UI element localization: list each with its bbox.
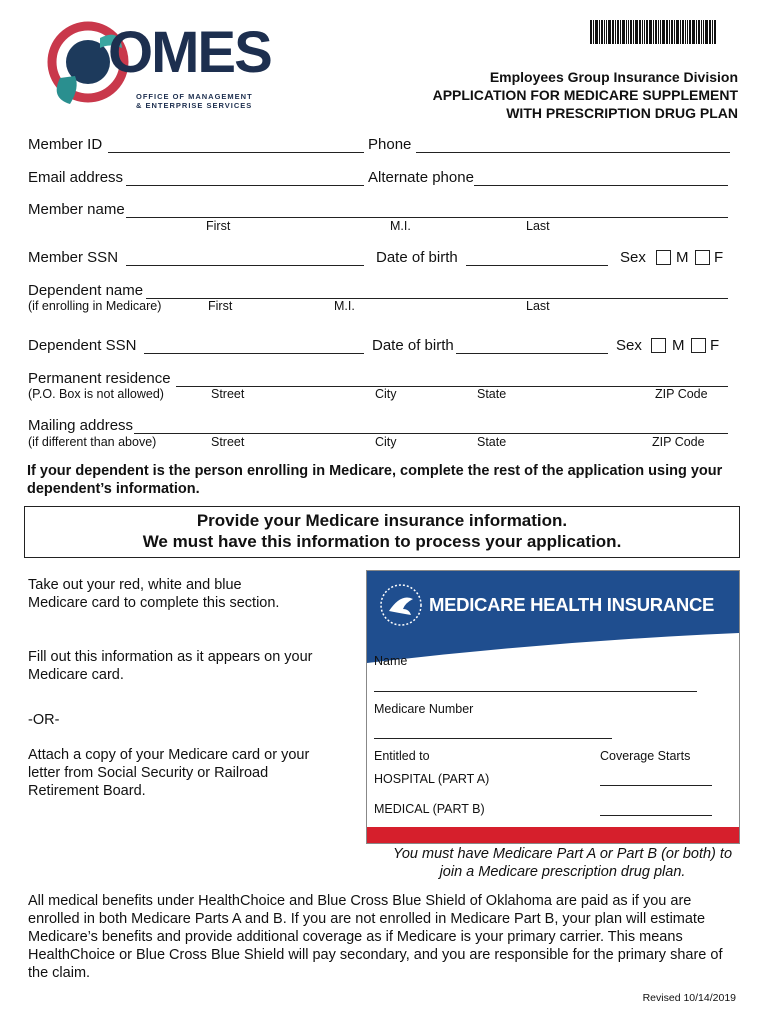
member-sex-f-checkbox[interactable] bbox=[695, 250, 710, 265]
card-entitled-label: Entitled to bbox=[374, 749, 430, 763]
omes-logo bbox=[40, 18, 280, 108]
dependent-ssn-field[interactable] bbox=[144, 353, 364, 354]
banner-line2: We must have this information to process your application. bbox=[142, 532, 622, 551]
medicare-info-banner bbox=[24, 506, 740, 558]
hhs-eagle-icon bbox=[379, 583, 423, 627]
card-part-a-field[interactable] bbox=[600, 785, 712, 786]
mailing-address-field[interactable] bbox=[134, 433, 728, 434]
logo-brand: OMES bbox=[108, 20, 271, 85]
member-sex-f-label: F bbox=[714, 249, 724, 266]
member-id-label: Member ID bbox=[28, 136, 103, 153]
card-coverage-label: Coverage Starts bbox=[600, 749, 691, 763]
po-box-note: (P.O. Box is not allowed) bbox=[28, 387, 164, 401]
mail-street-sublabel: Street bbox=[211, 435, 245, 449]
member-ssn-label: Member SSN bbox=[28, 249, 119, 266]
mailing-note: (if different than above) bbox=[28, 435, 157, 449]
perm-city-sublabel: City bbox=[375, 387, 397, 401]
banner-line1: Provide your Medicare insurance information. bbox=[196, 511, 568, 530]
dependent-mi-sublabel: M.I. bbox=[334, 299, 355, 313]
email-field[interactable] bbox=[126, 185, 364, 186]
dependent-instruction: If your dependent is the person enrolling in Medicare, complete the rest of the application using your dependent’s information. bbox=[27, 463, 723, 497]
card-number-field[interactable] bbox=[374, 738, 612, 739]
dependent-sex-f-label: F bbox=[710, 337, 720, 354]
permanent-residence-label: Permanent residence bbox=[28, 370, 171, 387]
card-number-label: Medicare Number bbox=[374, 702, 474, 716]
left-instruction-1: Take out your red, white and blue Medicare card to complete this section. bbox=[28, 577, 280, 611]
medicare-card bbox=[366, 570, 740, 844]
mail-zip-sublabel: ZIP Code bbox=[652, 435, 705, 449]
member-name-field[interactable] bbox=[126, 217, 728, 218]
barcode bbox=[590, 20, 738, 46]
dependent-last-sublabel: Last bbox=[526, 299, 550, 313]
dependent-sex-m-checkbox[interactable] bbox=[651, 338, 666, 353]
perm-state-sublabel: State bbox=[477, 387, 507, 401]
dependent-sex-m-label: M bbox=[672, 337, 685, 354]
member-sex-m-checkbox[interactable] bbox=[656, 250, 671, 265]
dependent-name-field[interactable] bbox=[146, 298, 728, 299]
card-part-a-label: HOSPITAL (PART A) bbox=[374, 772, 490, 786]
perm-street-sublabel: Street bbox=[211, 387, 245, 401]
dependent-name-label: Dependent name bbox=[28, 282, 144, 299]
member-name-label: Member name bbox=[28, 201, 125, 218]
perm-zip-sublabel: ZIP Code bbox=[655, 387, 708, 401]
logo-line1: OFFICE OF MANAGEMENT bbox=[136, 92, 253, 101]
card-red-stripe bbox=[367, 827, 739, 843]
alt-phone-field[interactable] bbox=[474, 185, 728, 186]
dependent-note: (if enrolling in Medicare) bbox=[28, 299, 162, 313]
dependent-sex-f-checkbox[interactable] bbox=[691, 338, 706, 353]
member-id-field[interactable] bbox=[108, 152, 364, 153]
permanent-residence-field[interactable] bbox=[176, 386, 728, 387]
header-division: Employees Group Insurance Division bbox=[489, 69, 738, 85]
member-ssn-field[interactable] bbox=[126, 265, 364, 266]
mail-city-sublabel: City bbox=[375, 435, 397, 449]
card-name-field[interactable] bbox=[374, 691, 697, 692]
member-last-sublabel: Last bbox=[526, 219, 550, 233]
phone-field[interactable] bbox=[416, 152, 730, 153]
header-title: APPLICATION FOR MEDICARE SUPPLEMENT bbox=[432, 87, 738, 103]
dependent-ssn-label: Dependent SSN bbox=[28, 337, 137, 354]
member-mi-sublabel: M.I. bbox=[390, 219, 411, 233]
left-instruction-2: Fill out this information as it appears on your Medicare card. bbox=[28, 649, 313, 683]
dependent-first-sublabel: First bbox=[208, 299, 233, 313]
or-separator: -OR- bbox=[28, 712, 60, 728]
card-note: You must have Medicare Part A or Part B (or both) to join a Medicare prescription drug plan. bbox=[392, 846, 733, 880]
card-part-b-label: MEDICAL (PART B) bbox=[374, 802, 485, 816]
email-label: Email address bbox=[28, 169, 124, 186]
left-instruction-3: Attach a copy of your Medicare card or your letter from Social Security or Railroad Retirement Board. bbox=[28, 747, 310, 799]
dependent-dob-label: Date of birth bbox=[372, 337, 454, 354]
card-name-label: Name bbox=[374, 654, 408, 668]
card-part-b-field[interactable] bbox=[600, 815, 712, 816]
header-subtitle: WITH PRESCRIPTION DRUG PLAN bbox=[506, 105, 738, 121]
member-sex-m-label: M bbox=[676, 249, 689, 266]
mailing-address-label: Mailing address bbox=[28, 417, 134, 434]
member-dob-label: Date of birth bbox=[376, 249, 458, 266]
revised-date: Revised 10/14/2019 bbox=[642, 992, 736, 1004]
mail-state-sublabel: State bbox=[477, 435, 507, 449]
card-title: MEDICARE HEALTH INSURANCE bbox=[429, 594, 715, 615]
logo-line2: & ENTERPRISE SERVICES bbox=[136, 101, 253, 110]
benefits-paragraph: All medical benefits under HealthChoice and Blue Cross Blue Shield of Oklahoma are paid as if you are enrolled in both Medicare Parts A and B. If you are not enrolled in Medicare Part B, your plan will estimate Medicare’s benefits and provide additional coverage as if Medicare is your primary carrier. This means HealthChoice or Blue Cross Blue Shield will pay secondary, and you are responsible for the primary share of the claim. bbox=[28, 893, 723, 981]
dependent-dob-field[interactable] bbox=[456, 353, 608, 354]
dependent-sex-label: Sex bbox=[616, 337, 642, 354]
phone-label: Phone bbox=[368, 136, 412, 153]
member-dob-field[interactable] bbox=[466, 265, 608, 266]
member-first-sublabel: First bbox=[206, 219, 231, 233]
alt-phone-label: Alternate phone bbox=[368, 169, 474, 186]
member-sex-label: Sex bbox=[620, 249, 646, 266]
